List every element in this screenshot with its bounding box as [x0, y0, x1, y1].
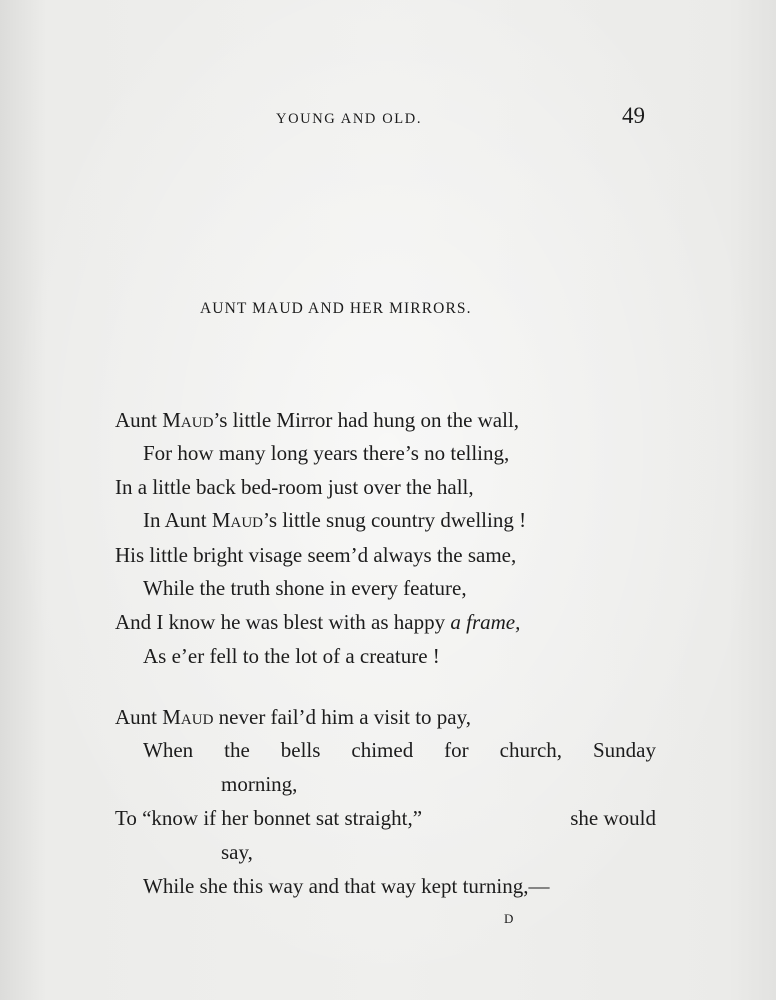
text-segment: In Aunt — [143, 508, 212, 532]
stanza2-line4 — [115, 808, 656, 829]
text-segment: ’s little snug country dwelling ! — [263, 508, 527, 532]
italic-phrase: a frame, — [450, 610, 521, 634]
text-segment: never fail’d him a visit to pay, — [213, 705, 471, 729]
stanza1-line1 — [115, 410, 519, 431]
word: for — [444, 738, 469, 762]
stanza1-line5: His little bright visage seem’d always the same, — [115, 543, 517, 567]
text-segment: And I know he was blest with as happy — [115, 610, 451, 634]
poem-title: AUNT MAUD AND HER MIRRORS. — [200, 300, 472, 317]
stanza2-line1 — [115, 707, 471, 728]
stanza2-line5: say, — [221, 840, 253, 864]
small-caps-name: Maud — [162, 408, 214, 432]
text-segment: To “know if her bonnet sat straight,” — [115, 806, 423, 830]
stanza2-line2 — [143, 740, 656, 761]
stanza1-line4 — [143, 510, 526, 531]
word: When — [143, 738, 194, 762]
page-number: 49 — [622, 103, 645, 128]
small-caps-name: Maud — [162, 705, 214, 729]
signature-mark: D — [504, 911, 514, 926]
stanza1-line3: In a little back bed-room just over the hall, — [115, 475, 474, 499]
word: Sunday — [593, 738, 656, 762]
stanza1-line7 — [115, 612, 520, 633]
running-header: YOUNG AND OLD. — [276, 111, 423, 127]
stanza2-line3: morning, — [221, 772, 298, 796]
stanza1-line2: For how many long years there’s no telling, — [143, 441, 510, 465]
stanza1-line6: While the truth shone in every feature, — [143, 576, 467, 600]
stanza2-line6: While she this way and that way kept turning,— — [143, 874, 550, 898]
stanza1-line8: As e’er fell to the lot of a creature ! — [143, 644, 440, 668]
small-caps-name: Maud — [211, 508, 264, 532]
word: the — [224, 738, 250, 762]
text-segment: Aunt — [115, 408, 163, 432]
word: bells — [280, 738, 321, 762]
text-segment: Aunt — [115, 705, 163, 729]
text-segment: ’s little Mirror had hung on the wall, — [213, 408, 520, 432]
word: church, — [499, 738, 563, 762]
text-segment: she would — [570, 806, 656, 830]
word: chimed — [351, 738, 414, 762]
